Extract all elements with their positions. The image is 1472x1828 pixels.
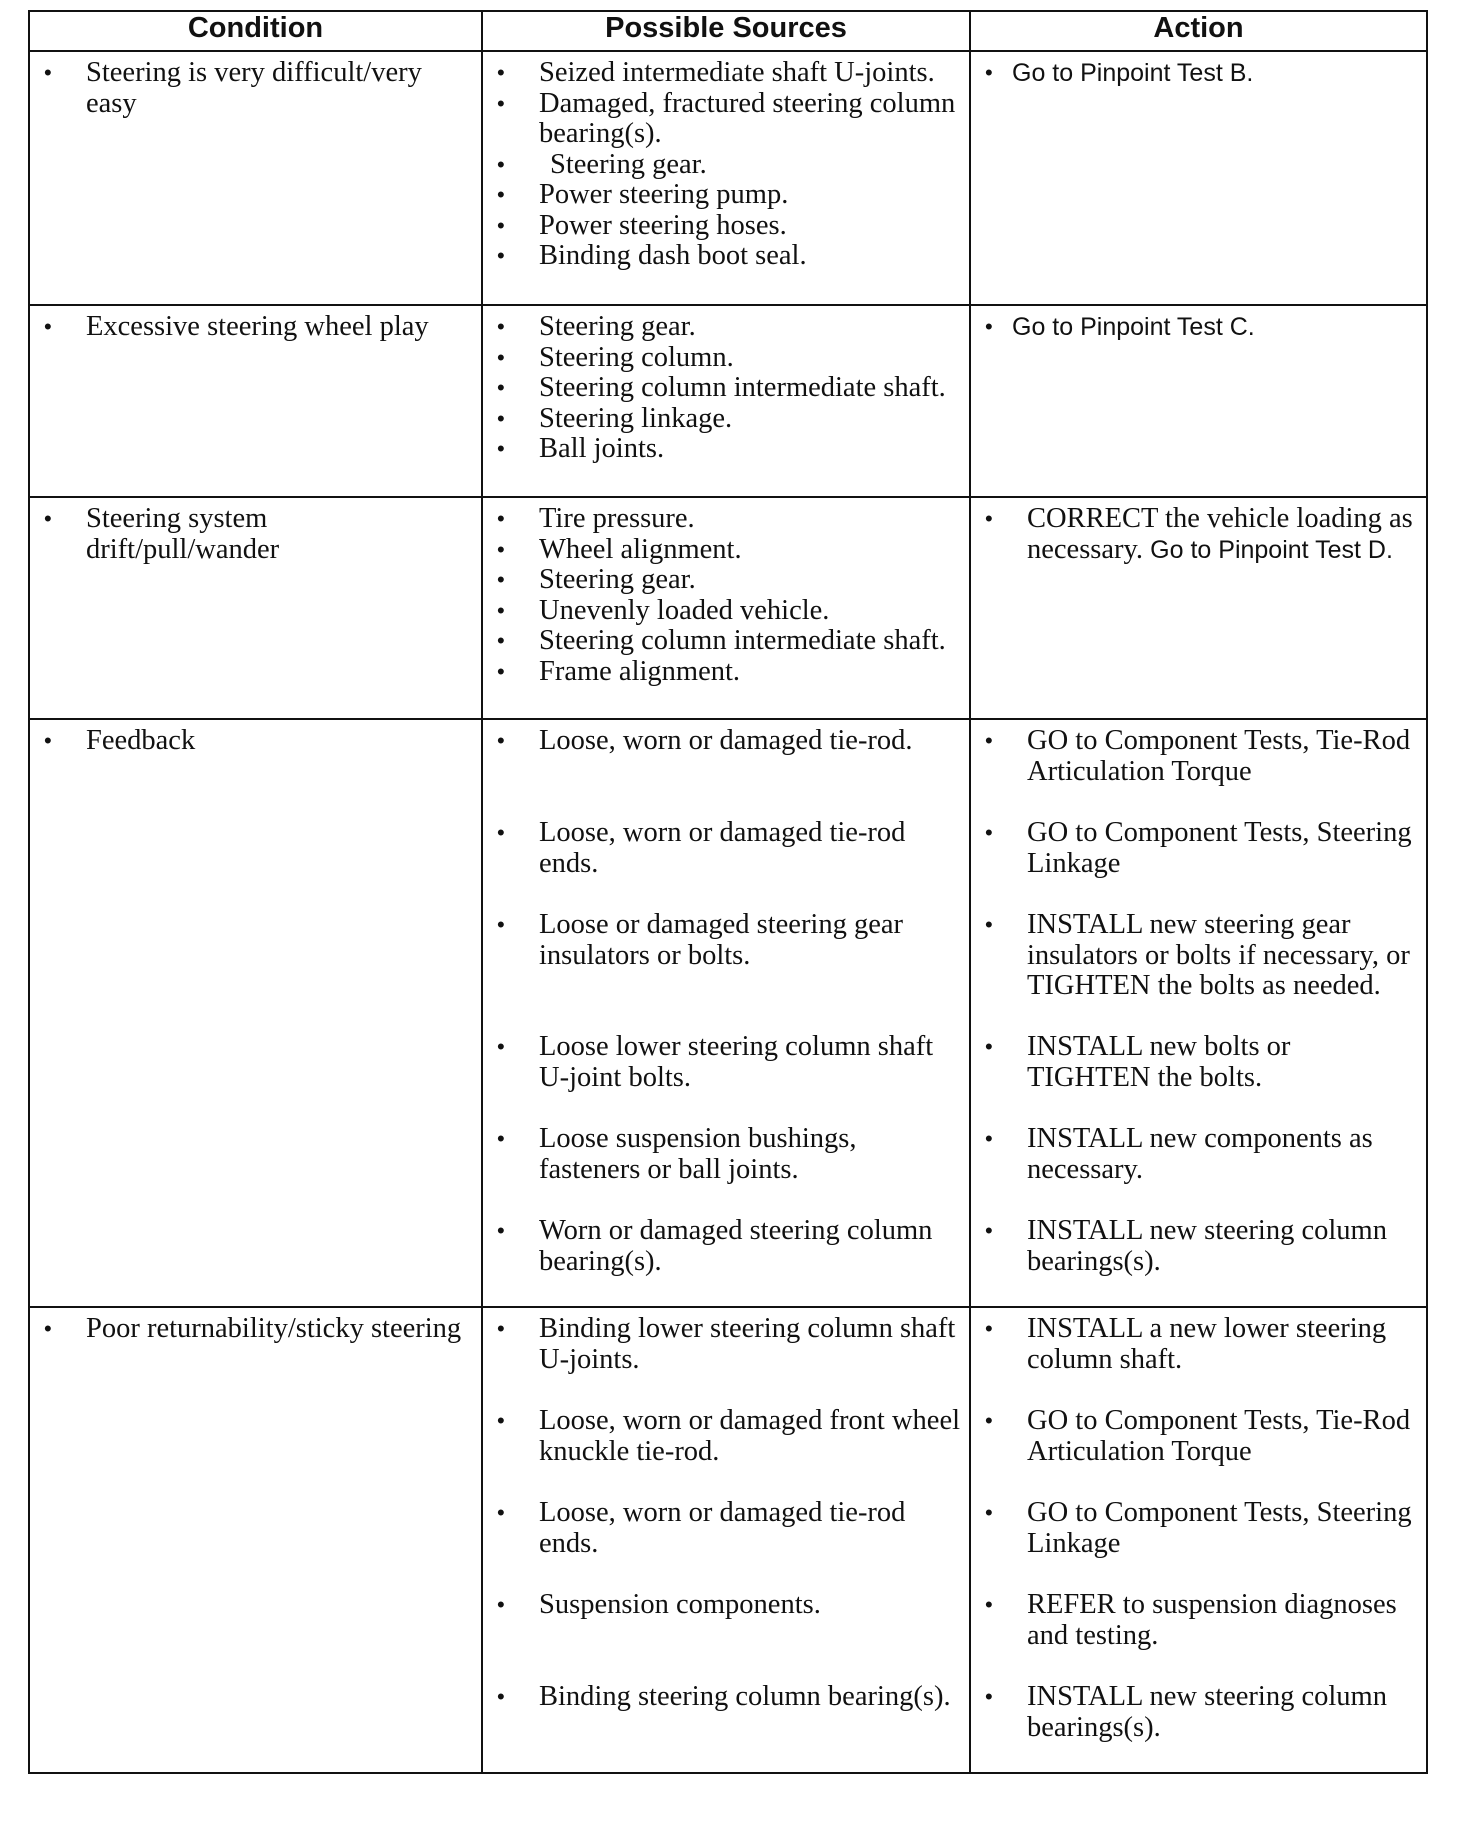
- source-item: • Loose, worn or damaged tie-rod ends.: [489, 818, 963, 910]
- condition-text: • Excessive steering wheel play: [36, 312, 475, 343]
- action-item: • INSTALL new bolts or TIGHTEN the bolts.: [977, 1032, 1420, 1124]
- action-cell: [970, 497, 1427, 719]
- table-row: [29, 1307, 1427, 1773]
- action-text-serif: CORRECT the vehicle loading as necessary.: [1027, 503, 1413, 565]
- condition-cell: [29, 719, 482, 1307]
- action-item: • GO to Component Tests, Steering Linkage: [977, 818, 1420, 910]
- action-text: • Go to Pinpoint Test C.: [977, 312, 1420, 343]
- source-item: • Frame alignment.: [489, 657, 963, 688]
- source-item: • Loose, worn or damaged tie-rod.: [489, 726, 963, 818]
- sources-cell: [482, 305, 970, 497]
- condition-text: • Poor returnability/sticky steering: [36, 1314, 475, 1345]
- action-item: • REFER to suspension diagnoses and testing.: [977, 1590, 1420, 1682]
- action-item: • GO to Component Tests, Tie-Rod Articulation Torque: [977, 1406, 1420, 1498]
- action-item: • INSTALL new components as necessary.: [977, 1124, 1420, 1216]
- source-item: • Steering column intermediate shaft.: [489, 626, 963, 657]
- action-cell: [970, 719, 1427, 1307]
- action-item: • INSTALL a new lower steering column shaft.: [977, 1314, 1420, 1406]
- action-text: • Go to Pinpoint Test B.: [977, 58, 1420, 89]
- diagnosis-table: [28, 10, 1428, 1774]
- table-row: [29, 305, 1427, 497]
- source-item: • Power steering hoses.: [489, 211, 963, 242]
- action-cell: [970, 51, 1427, 305]
- source-item: • Loose suspension bushings, fasteners or ball joints.: [489, 1124, 963, 1216]
- condition-cell: [29, 497, 482, 719]
- source-item: • Damaged, fractured steering column bearing(s).: [489, 89, 963, 150]
- source-item: • Power steering pump.: [489, 180, 963, 211]
- action-pinpoint-link[interactable]: Go to Pinpoint Test D.: [1150, 535, 1393, 564]
- source-item: • Loose lower steering column shaft U-joint bolts.: [489, 1032, 963, 1124]
- source-item: • Suspension components.: [489, 1590, 963, 1682]
- table-row: [29, 51, 1427, 305]
- source-item: • Steering linkage.: [489, 404, 963, 435]
- source-item: • Steering column intermediate shaft.: [489, 373, 963, 404]
- header-action: Action: [970, 11, 1427, 51]
- condition-text: • Steering system drift/pull/wander: [36, 504, 475, 565]
- table-row: [29, 719, 1427, 1307]
- action-cell: [970, 1307, 1427, 1773]
- source-item: • Loose or damaged steering gear insulators or bolts.: [489, 910, 963, 1032]
- header-condition: Condition: [29, 11, 482, 51]
- table-row: [29, 497, 1427, 719]
- source-item: • Steering gear.: [489, 150, 963, 181]
- action-cell: [970, 305, 1427, 497]
- source-item: • Ball joints.: [489, 434, 963, 465]
- sources-cell: [482, 719, 970, 1307]
- source-item: • Steering column.: [489, 343, 963, 374]
- source-item: • Binding lower steering column shaft U-joints.: [489, 1314, 963, 1406]
- condition-text: • Feedback: [36, 726, 475, 757]
- action-item: • INSTALL new steering gear insulators or bolts if necessary, or TIGHTEN the bolts as needed.: [977, 910, 1420, 1032]
- source-item: • Unevenly loaded vehicle.: [489, 596, 963, 627]
- source-item: • Binding dash boot seal.: [489, 241, 963, 272]
- source-item: • Loose, worn or damaged front wheel knuckle tie-rod.: [489, 1406, 963, 1498]
- header-possible-sources: Possible Sources: [482, 11, 970, 51]
- action-item: • GO to Component Tests, Tie-Rod Articulation Torque: [977, 726, 1420, 818]
- source-item: • Seized intermediate shaft U-joints.: [489, 58, 963, 89]
- action-item: • INSTALL new steering column bearings(s).: [977, 1216, 1420, 1277]
- source-item: • Steering gear.: [489, 312, 963, 343]
- condition-cell: [29, 51, 482, 305]
- header-row: [29, 11, 1427, 51]
- source-item: • Tire pressure.: [489, 504, 963, 535]
- source-item: • Wheel alignment.: [489, 535, 963, 566]
- source-item: • Steering gear.: [489, 565, 963, 596]
- condition-cell: [29, 1307, 482, 1773]
- action-item: • INSTALL new steering column bearings(s).: [977, 1682, 1420, 1743]
- sources-cell: [482, 51, 970, 305]
- sources-cell: [482, 497, 970, 719]
- condition-text: • Steering is very difficult/very easy: [36, 58, 475, 119]
- sources-cell: [482, 1307, 970, 1773]
- action-item: • GO to Component Tests, Steering Linkage: [977, 1498, 1420, 1590]
- action-text: [977, 504, 1420, 565]
- source-item: • Loose, worn or damaged tie-rod ends.: [489, 1498, 963, 1590]
- condition-cell: [29, 305, 482, 497]
- source-item: • Binding steering column bearing(s).: [489, 1682, 963, 1713]
- source-item: • Worn or damaged steering column bearing(s).: [489, 1216, 963, 1277]
